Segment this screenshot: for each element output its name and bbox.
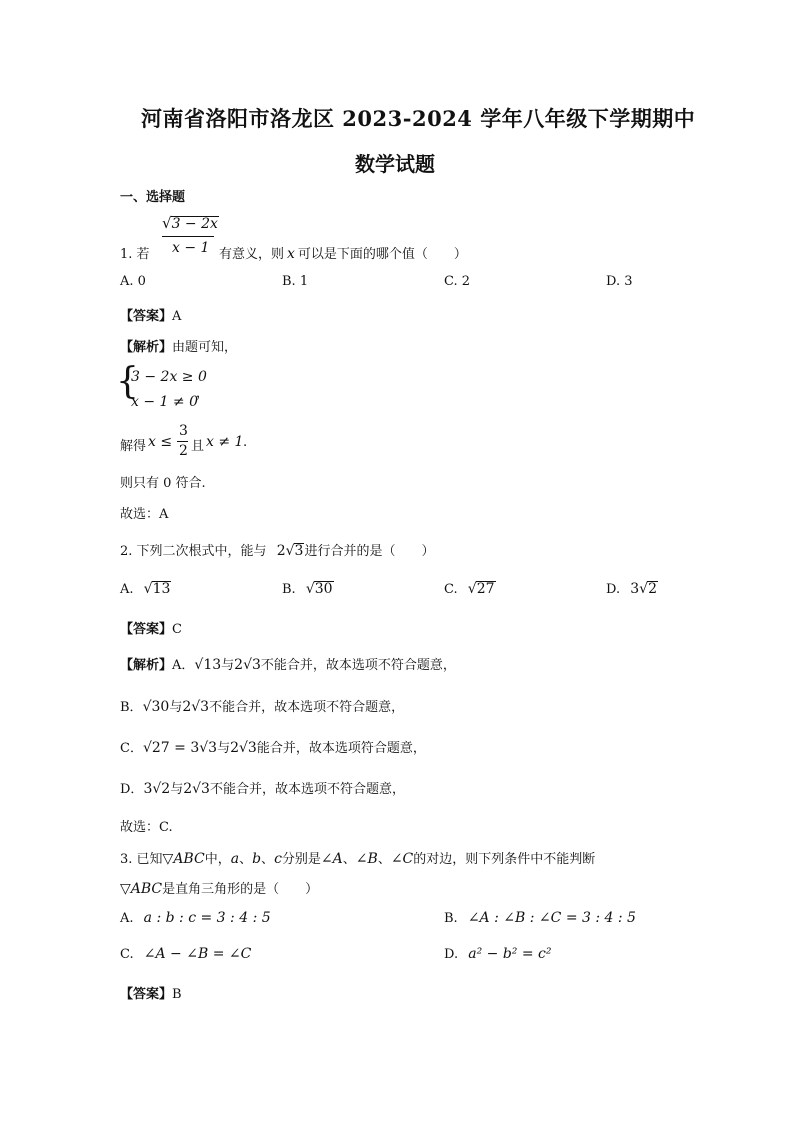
q3-sep: 、 bbox=[261, 852, 275, 867]
q3-stem-line2 bbox=[120, 878, 318, 897]
answer-tag: 【答案】 bbox=[120, 622, 173, 637]
q3-option-c bbox=[120, 946, 251, 962]
line-expr: √30 bbox=[142, 699, 170, 715]
option-label: B. bbox=[282, 582, 296, 597]
line-expr: √27 = 3√3 bbox=[142, 740, 218, 756]
line-suffix: 能合并，故本选项符合题意， bbox=[256, 741, 426, 756]
answer-value: C bbox=[172, 622, 182, 637]
q3-text-d: 的对边，则下列条件中不能判断 bbox=[413, 852, 596, 867]
q3-text-c: 分别是 bbox=[281, 852, 321, 867]
q1-choose: 故选：A bbox=[120, 507, 169, 522]
q1-only: 则只有 0 符合. bbox=[120, 476, 206, 491]
q3-side-b: b bbox=[252, 851, 262, 867]
option-label: D. bbox=[606, 582, 621, 597]
line-expr2: 2√3 bbox=[230, 740, 257, 756]
q1-stem bbox=[219, 243, 467, 262]
q3-sep: 、 bbox=[377, 852, 391, 867]
q1-option-c: C. 2 bbox=[444, 274, 471, 289]
q1-number: 1. 若 bbox=[120, 247, 150, 262]
q1-denominator: x − 1 bbox=[172, 240, 210, 256]
q1-option-b: B. 1 bbox=[282, 274, 309, 289]
q3-angle-a: ∠A bbox=[320, 851, 343, 867]
q2-coef: 2 bbox=[276, 543, 286, 559]
analysis-tag: 【解析】 bbox=[120, 658, 173, 673]
q3-sep: 、 bbox=[239, 852, 253, 867]
line-expr2: 2√3 bbox=[234, 657, 261, 673]
q2-analysis-line-b bbox=[120, 696, 404, 715]
q1-system-line2: x − 1 ≠ 0 bbox=[131, 394, 198, 410]
line-expr2: 2√3 bbox=[183, 781, 210, 797]
line-prefix: C． bbox=[120, 741, 143, 756]
line-mid: 与 bbox=[217, 741, 231, 756]
q3-side-c: c bbox=[274, 851, 282, 867]
q2-option-d: D. 3√2 bbox=[606, 581, 657, 597]
answer-tag: 【答案】 bbox=[120, 309, 173, 324]
line-expr: 3√2 bbox=[143, 781, 171, 797]
q1-solve-expr1: x ≤ bbox=[148, 434, 173, 450]
q3-side-a: a bbox=[230, 851, 240, 867]
option-label: D. bbox=[444, 947, 459, 962]
q1-analysis bbox=[120, 336, 237, 355]
q2-analysis-line-c bbox=[120, 737, 426, 756]
line-prefix: D． bbox=[120, 782, 144, 797]
line-suffix: 不能合并，故本选项不符合题意， bbox=[209, 700, 405, 715]
answer-value: B bbox=[172, 987, 182, 1002]
line-expr2: 2√3 bbox=[182, 699, 210, 715]
q1-option-d: D. 3 bbox=[606, 274, 633, 289]
q3-sep: 、 bbox=[342, 852, 356, 867]
q2-number: 2. 下列二次根式中，能与 bbox=[120, 544, 267, 559]
answer-value: A bbox=[172, 309, 182, 324]
q1-fraction-bar bbox=[162, 236, 214, 237]
q3-triangle: ▽ABC bbox=[120, 881, 163, 897]
q1-numerator: √3 − 2x bbox=[162, 214, 218, 232]
line-prefix: A． bbox=[172, 658, 195, 673]
q2-stem: 2. 下列二次根式中，能与 2√3进行合并的是（ ） bbox=[120, 543, 435, 559]
q2-option-a: A. √13 bbox=[120, 581, 171, 597]
answer-tag: 【答案】 bbox=[120, 987, 173, 1002]
q2-radicand: 3 bbox=[294, 543, 304, 559]
q1-system-brace: { bbox=[116, 361, 139, 402]
q1-answer bbox=[120, 305, 181, 324]
q1-frac-bar bbox=[177, 441, 188, 442]
q3-answer bbox=[120, 983, 182, 1002]
q2-analysis-line-a bbox=[120, 654, 456, 673]
q1-frac-num: 3 bbox=[179, 423, 188, 439]
q1-solve-end: . bbox=[243, 435, 248, 450]
q3-text-b: 中， bbox=[204, 852, 231, 867]
q1-solve-prefix: 解得 bbox=[120, 439, 147, 454]
q1-text: 有意义，则 bbox=[219, 247, 285, 262]
option-label: A. bbox=[120, 911, 134, 926]
q1-option-a: A. 0 bbox=[120, 274, 146, 289]
q3-angle-b: ∠B bbox=[355, 851, 378, 867]
q1-variable: x bbox=[287, 246, 295, 262]
q3-option-a bbox=[120, 910, 271, 926]
option-radicand: 27 bbox=[476, 581, 495, 597]
q2-analysis-line-d bbox=[120, 778, 405, 797]
line-mid: 与 bbox=[169, 700, 183, 715]
q1-text2: 可以是下面的哪个值（ ） bbox=[297, 247, 467, 262]
option-expr: ∠A − ∠B = ∠C bbox=[143, 946, 252, 962]
page-subtitle: 数学试题 bbox=[355, 152, 435, 176]
q1-system-comma: ， bbox=[196, 386, 210, 401]
q3-stem-line1 bbox=[120, 848, 595, 867]
q2-answer bbox=[120, 618, 182, 637]
q2-option-b: B. √30 bbox=[282, 581, 333, 597]
q2-text2: 进行合并的是（ ） bbox=[304, 544, 435, 559]
line-expr: √13 bbox=[194, 657, 222, 673]
option-radicand: 2 bbox=[648, 581, 657, 597]
option-label: A. bbox=[120, 582, 134, 597]
q3-text-e: 是直角三角形的是（ ） bbox=[162, 882, 319, 897]
line-prefix: B． bbox=[120, 700, 143, 715]
option-radicand: 13 bbox=[152, 581, 171, 597]
option-label: C. bbox=[444, 582, 458, 597]
line-suffix: 不能合并，故本选项不符合题意， bbox=[209, 782, 405, 797]
analysis-text: 由题可知， bbox=[172, 340, 238, 355]
option-expr: a : b : c = 3 : 4 : 5 bbox=[143, 910, 271, 926]
page-title: 河南省洛阳市洛龙区 2023-2024 学年八年级下学期期中 bbox=[141, 106, 696, 131]
option-expr: ∠A : ∠B : ∠C = 3 : 4 : 5 bbox=[467, 910, 636, 926]
section-heading: 一、选择题 bbox=[120, 190, 186, 205]
option-radicand: 30 bbox=[314, 581, 333, 597]
q2-option-c: C. √27 bbox=[444, 581, 495, 597]
option-label: C. bbox=[120, 947, 134, 962]
q1-solve-expr2: x ≠ 1 bbox=[206, 434, 244, 450]
q3-option-d bbox=[444, 946, 551, 962]
option-coef: 3 bbox=[630, 581, 640, 597]
q1-system-line1: 3 − 2x ≥ 0 bbox=[131, 369, 207, 385]
q3-option-b bbox=[444, 910, 636, 926]
option-expr: a² − b² = c² bbox=[468, 946, 552, 962]
q1-solve-mid: 且 bbox=[191, 439, 205, 454]
line-suffix: 不能合并，故本选项不符合题意， bbox=[260, 658, 456, 673]
option-label: B. bbox=[444, 911, 458, 926]
q3-text-a: 3. 已知 bbox=[120, 852, 163, 867]
analysis-tag: 【解析】 bbox=[120, 340, 173, 355]
q3-angle-c: ∠C bbox=[390, 851, 414, 867]
line-mid: 与 bbox=[170, 782, 184, 797]
q3-triangle: ▽ABC bbox=[162, 851, 205, 867]
q1-frac-den: 2 bbox=[179, 443, 188, 459]
q2-choose: 故选：C. bbox=[120, 820, 173, 835]
line-mid: 与 bbox=[221, 658, 235, 673]
